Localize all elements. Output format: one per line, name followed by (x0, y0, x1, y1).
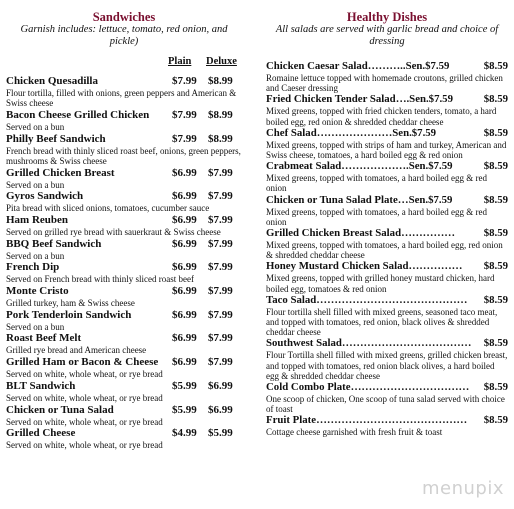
item-price: $8.59 (483, 414, 508, 427)
deluxe-header: Deluxe (206, 56, 237, 67)
item-description: Mixed greens, topped with fried chicken tenders, tomato, a hard boiled egg, red onion & shredded cheddar cheese (266, 106, 497, 127)
item-description: Grilled turkey, ham & Swiss cheese (6, 298, 135, 309)
deluxe-price: $7.99 (208, 332, 233, 345)
menu-item (6, 427, 242, 450)
menu-item (266, 337, 508, 381)
item-name: Gyros Sandwich (6, 190, 84, 203)
item-price: $8.59 (483, 293, 508, 306)
item-name: Chicken or Tuna Salad (6, 403, 114, 416)
menu-item (266, 127, 508, 160)
item-description: Served on white, whole wheat, or rye bread (6, 392, 163, 403)
deluxe-price: $6.99 (208, 379, 233, 392)
item-name: Ham Reuben (6, 213, 69, 226)
item-price: $8.59 (483, 260, 508, 273)
item-description: Served on a bun (6, 179, 65, 190)
menu-item (266, 414, 508, 437)
item-name: Grilled Chicken Breast Salad…………… (266, 227, 456, 240)
menu-item (6, 133, 242, 166)
healthy-list (266, 60, 508, 438)
item-description: Mixed greens, topped with tomatoes, a hard boiled egg & red onion (266, 173, 487, 194)
deluxe-price: $7.99 (208, 261, 233, 274)
item-price: $8.59 (483, 93, 508, 106)
menu-item (266, 160, 508, 193)
item-price: $8.59 (483, 193, 508, 206)
item-name: French Dip (6, 261, 60, 274)
item-price: $8.59 (483, 381, 508, 394)
item-name: Chef Salad…………………Sen.$7.59 (266, 126, 437, 139)
healthy-subtitle: All salads are served with garlic bread and choice of dressing (275, 24, 499, 47)
plain-price: $6.99 (172, 190, 197, 203)
menu-item (6, 261, 242, 284)
deluxe-price: $6.99 (208, 403, 233, 416)
plain-price: $5.99 (172, 403, 197, 416)
menu-item (6, 404, 242, 427)
item-price: $8.59 (483, 337, 508, 350)
menu-item (266, 194, 508, 227)
item-price: $8.59 (483, 126, 508, 139)
item-description: One scoop of chicken, One scoop of tuna salad served with choice of toast (266, 394, 505, 415)
item-description: Romaine lettuce topped with homemade croutons, grilled chicken and Caeser dressing (266, 73, 503, 94)
item-name: Grilled Chicken Breast (6, 166, 115, 179)
item-name: Cold Combo Plate…………………………… (266, 381, 470, 394)
menu-item (266, 294, 508, 338)
deluxe-price: $7.99 (208, 237, 233, 250)
item-name: Roast Beef Melt (6, 332, 82, 345)
item-name: BLT Sandwich (6, 379, 76, 392)
healthy-title: Healthy Dishes (346, 10, 428, 24)
healthy-column (266, 0, 508, 438)
menu-item (6, 285, 242, 308)
menu-item (6, 380, 242, 403)
item-name: Chicken or Tuna Salad Plate…Sen.$7.59 (266, 193, 453, 206)
plain-price: $5.99 (172, 379, 197, 392)
item-description: Served on a bun (6, 121, 65, 132)
deluxe-price: $7.99 (208, 356, 233, 369)
item-description: Served on white, whole wheat, or rye bread (6, 416, 163, 427)
item-description: Served on a bun (6, 250, 65, 261)
menu-item (6, 75, 242, 108)
item-price: $8.59 (483, 60, 508, 72)
menu-item (6, 238, 242, 261)
item-description: Flour tortilla shell filled with mixed greens, seasoned taco meat, and topped with tomatoes, red onion, black olives & shredded cheddar cheese (266, 306, 498, 338)
menu-item (6, 109, 242, 132)
item-description: Grilled rye bread and American cheese (6, 345, 147, 356)
plain-price: $6.99 (172, 356, 197, 369)
item-name: Pork Tenderloin Sandwich (6, 308, 132, 321)
item-name: Taco Salad…………………………………… (266, 293, 468, 306)
deluxe-price: $7.99 (208, 308, 233, 321)
item-description: Served on grilled rye bread with sauerkraut & Swiss cheese (6, 226, 221, 237)
item-name: Chicken Caesar Salad………..Sen.$7.59 (266, 60, 450, 72)
item-description: Served on French bread with thinly sliced roast beef (6, 274, 194, 285)
item-price: $8.59 (483, 160, 508, 173)
plain-price: $7.99 (172, 108, 197, 121)
deluxe-price: $8.99 (208, 108, 233, 121)
menu-item (266, 93, 508, 126)
plain-price: $6.99 (172, 285, 197, 298)
item-description: Mixed greens, topped with tomatoes, a hard boiled egg & red onion (266, 206, 487, 227)
deluxe-price: $7.99 (208, 285, 233, 298)
sandwiches-subtitle: Garnish includes: lettuce, tomato, red onion, and pickle) (20, 24, 228, 47)
deluxe-price: $7.99 (208, 213, 233, 226)
menu-item (6, 167, 242, 190)
item-price: $8.59 (483, 227, 508, 240)
deluxe-price: $7.99 (208, 166, 233, 179)
watermark: menupix (421, 478, 504, 499)
item-name: Fried Chicken Tender Salad….Sen.$7.59 (266, 93, 453, 106)
plain-price: $6.99 (172, 308, 197, 321)
menu-item (6, 309, 242, 332)
plain-header: Plain (168, 56, 192, 67)
item-description: Mixed greens, topped with tomatoes, a hard boiled egg, red onion & shredded cheddar cheese (266, 240, 503, 261)
deluxe-price: $8.99 (208, 75, 233, 87)
plain-price: $6.99 (172, 166, 197, 179)
item-name: Philly Beef Sandwich (6, 132, 106, 145)
item-description: Mixed greens, topped with strips of ham and turkey, American and Swiss cheese, tomatoes, a hard boiled egg & red onion (266, 139, 507, 161)
item-name: Chicken Quesadilla (6, 75, 98, 87)
item-description: Flour Tortilla shell filled with mixed greens, grilled chicken breast, and topped with tomatoes, red onion black olives, a hard boiled egg & shredded cheddar cheese (266, 350, 508, 381)
menu-item (266, 381, 508, 414)
menu-item (266, 60, 508, 93)
sandwich-list (6, 75, 242, 450)
item-name: Southwest Salad……………………………… (266, 337, 472, 350)
plain-price: $6.99 (172, 213, 197, 226)
plain-price: $6.99 (172, 261, 197, 274)
menu-item (266, 260, 508, 293)
plain-price: $7.99 (172, 75, 197, 87)
sandwiches-column (6, 0, 242, 450)
plain-price: $6.99 (172, 237, 197, 250)
item-description: Served on white, whole wheat, or rye bread (6, 369, 163, 380)
item-name: Crabmeat Salad……………….Sen.$7.59 (266, 160, 453, 173)
deluxe-price: $7.99 (208, 190, 233, 203)
menu-item (266, 227, 508, 260)
item-description: Mixed greens, topped with grilled honey mustard chicken, hard boiled egg, tomatoes & red onion (266, 273, 495, 294)
plain-price: $4.99 (172, 427, 197, 440)
item-description: Pita bread with sliced onions, tomatoes, cucumber sauce (6, 203, 210, 214)
deluxe-price: $8.99 (208, 132, 233, 145)
menu-item (6, 356, 242, 379)
item-name: Bacon Cheese Grilled Chicken (6, 108, 150, 121)
menu-item (6, 332, 242, 355)
item-description: French bread with thinly sliced roast beef, onions, green peppers, mushrooms & Swiss cheese (6, 145, 241, 166)
item-name: Grilled Ham or Bacon & Cheese (6, 356, 159, 369)
item-name: Fruit Plate…………………………………… (266, 414, 468, 427)
deluxe-price: $5.99 (208, 427, 233, 440)
item-description: Cottage cheese garnished with fresh fruit & toast (266, 427, 443, 438)
sandwiches-title: Sandwiches (92, 10, 156, 24)
menu-item (6, 214, 242, 237)
plain-price: $7.99 (172, 132, 197, 145)
item-description: Served on a bun (6, 321, 65, 332)
item-description: Served on white, whole wheat, or rye bread (6, 440, 163, 451)
plain-price: $6.99 (172, 332, 197, 345)
menu-item (6, 190, 242, 213)
item-name: Honey Mustard Chicken Salad…………… (266, 260, 463, 273)
item-name: BBQ Beef Sandwich (6, 237, 102, 250)
item-name: Monte Cristo (6, 285, 69, 298)
item-description: Flour tortilla, filled with onions, green peppers and American & Swiss cheese (6, 88, 237, 109)
item-name: Grilled Cheese (6, 427, 76, 440)
price-header (6, 56, 242, 70)
